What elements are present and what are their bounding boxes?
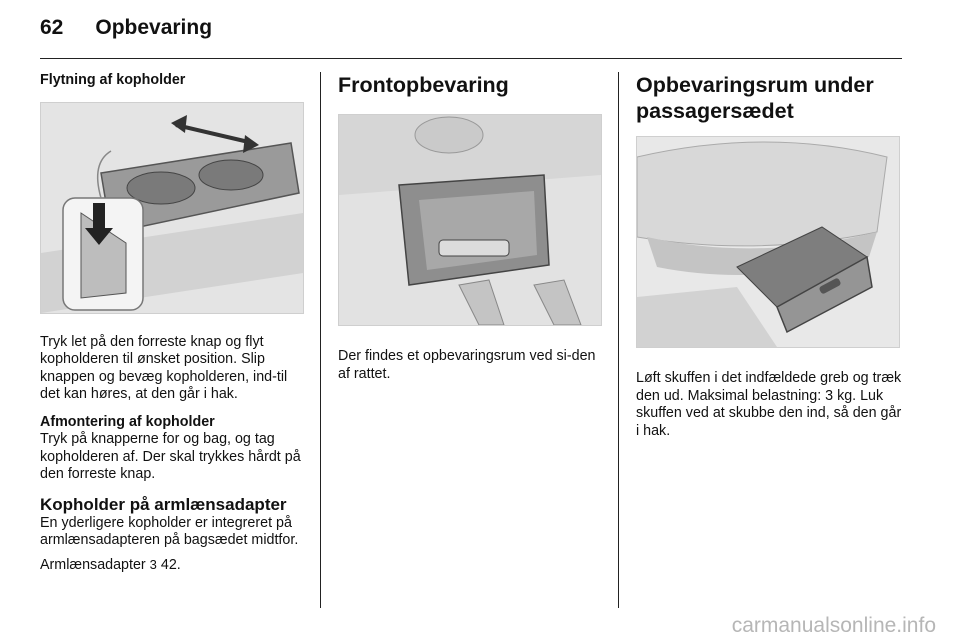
watermark: carmanualsonline.info — [731, 614, 936, 637]
column-left — [40, 72, 306, 574]
paragraph-under-seat-storage: Løft skuffen i det indfældede greb og træk den ud. Maksimal belastning: 3 kg. Luk skuffen ved at skubbe den ind, så den går i hak. — [636, 370, 902, 439]
paragraph-front-storage: Der findes et opbevaringsrum ved si-den af rattet. — [338, 348, 596, 382]
paragraph-move-cupholder: Tryk let på den forreste knap og flyt kopholderen til ønsket position. Slip knappen og bevæg kopholderen, ind-til det kan høres, at den går i hak. — [40, 333, 288, 402]
column-right — [636, 72, 902, 440]
column-divider-1 — [320, 72, 321, 608]
cupholder-illustration — [40, 102, 304, 314]
page-number: 62 — [40, 16, 64, 39]
heading-under-seat-storage: Opbevaringsrum under passagersædet — [636, 73, 874, 123]
heading-move-cupholder: Flytning af kopholder — [40, 72, 186, 88]
reference-page: 42. — [160, 556, 181, 573]
front-storage-illustration — [338, 114, 602, 326]
column-middle — [338, 72, 602, 383]
paragraph-armrest-cupholder: En yderligere kopholder er integreret på armlænsadapteren på bagsædet midtfor. — [40, 514, 299, 548]
heading-remove-cupholder: Afmontering af kopholder — [40, 413, 215, 430]
heading-armrest-cupholder: Kopholder på armlænsadapter — [40, 494, 287, 514]
page-title: Opbevaring — [95, 16, 213, 39]
header-rule — [40, 58, 902, 59]
page-ref-arrow-icon: 3 — [149, 556, 157, 572]
paragraph-remove-cupholder: Tryk på knapperne for og bag, og tag kopholderen af. Der skal trykkes hårdt på den forreste knap. — [40, 431, 301, 482]
armrest-reference — [40, 556, 306, 575]
column-divider-2 — [618, 72, 619, 608]
under-seat-drawer-illustration — [636, 136, 900, 348]
page-header — [40, 16, 212, 40]
heading-front-storage: Frontopbevaring — [338, 73, 509, 97]
reference-text: Armlænsadapter — [40, 556, 146, 573]
